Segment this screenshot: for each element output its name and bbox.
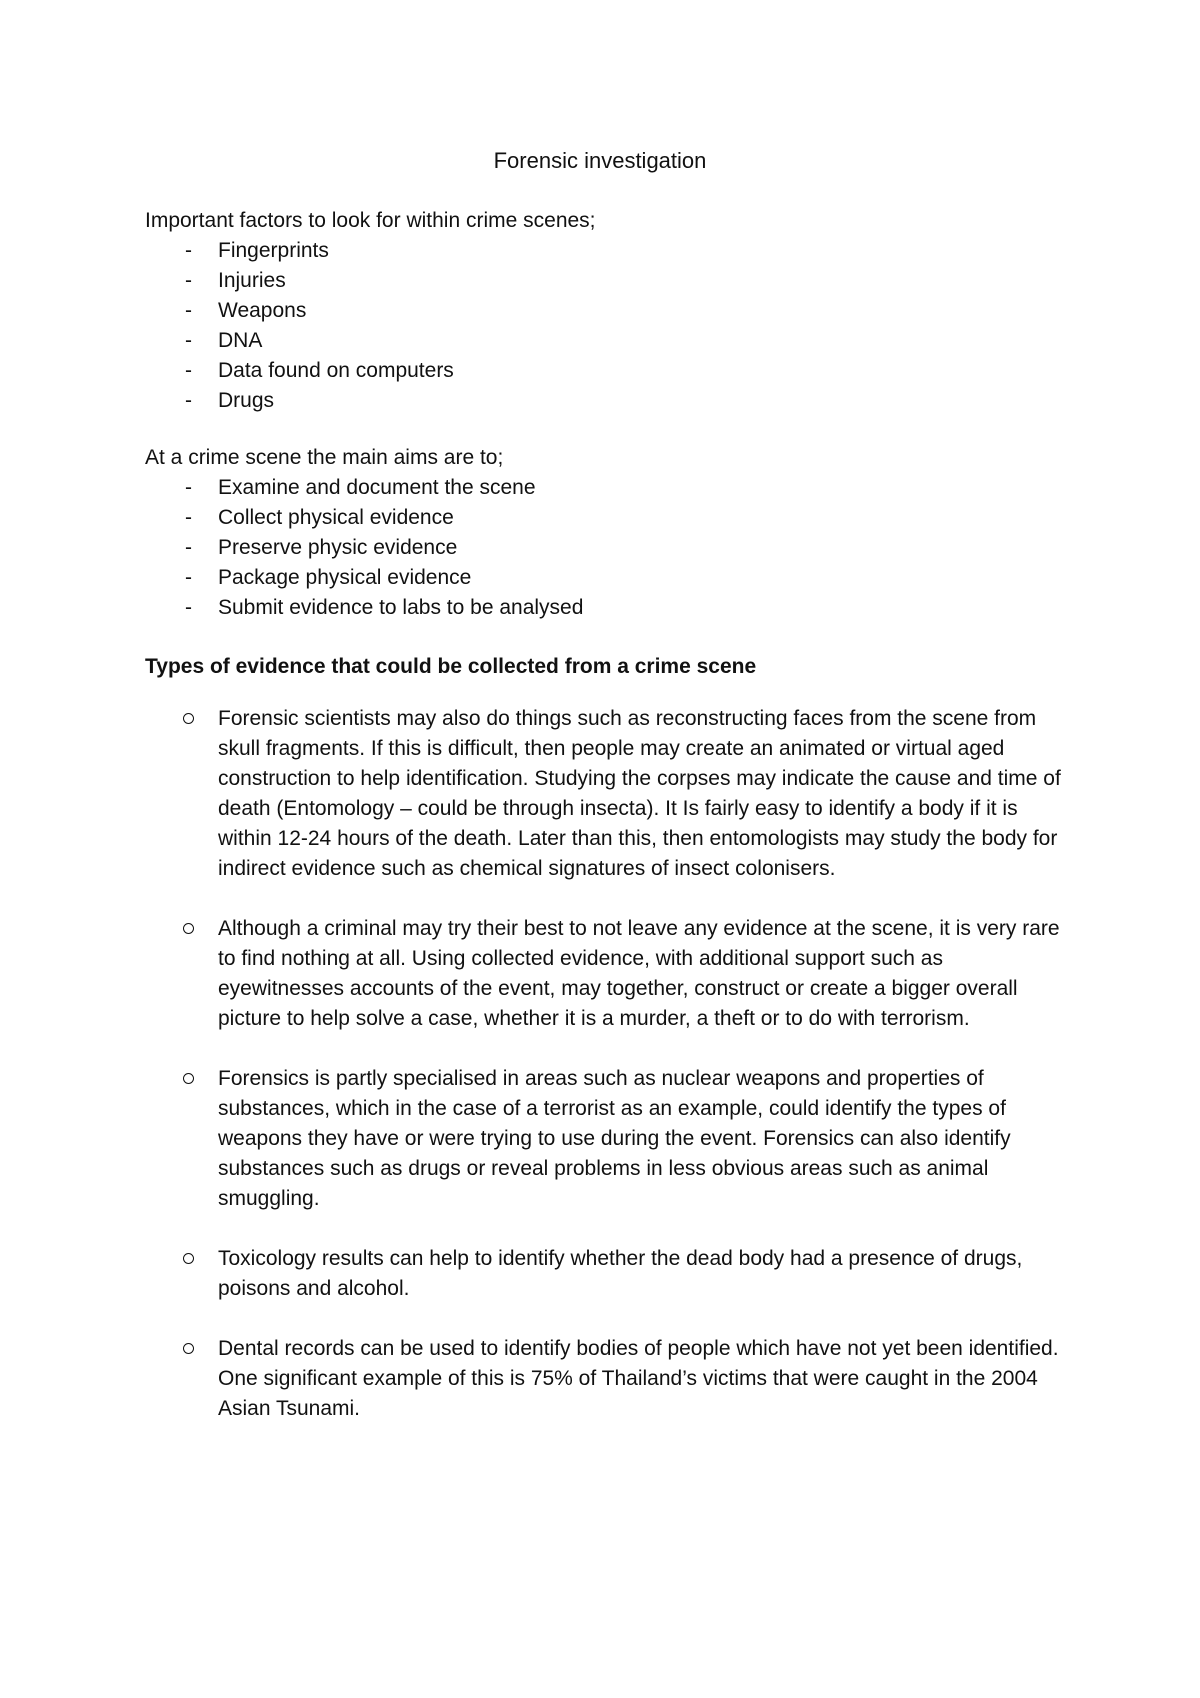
- paragraph-text: Forensic scientists may also do things such as reconstructing faces from the scene from skull fragments. If this is difficult, then people may create an animated or virtual aged construction to help identification. Studying the corpses may indicate the cause and time of death (Entomology – could be through insecta). It Is fairly easy to identify a body if it is within 12-24 hours of the death. Later than this, then entomologists may study the body for indirect evidence such as chemical signatures of insect colonisers.: [218, 707, 1061, 880]
- factors-section: [145, 206, 1075, 416]
- dash-bullet: -: [185, 359, 192, 382]
- list-item-text: Examine and document the scene: [218, 476, 536, 499]
- list-item: [183, 1334, 1073, 1424]
- factors-heading: Important factors to look for within crime scenes;: [145, 209, 596, 232]
- paragraph-text: Although a criminal may try their best to not leave any evidence at the scene, it is very rare to find nothing at all. Using collected evidence, with additional support such as eyewitnesses accounts of the event, may together, construct or create a bigger overall picture to help solve a case, whether it is a murder, a theft or to do with terrorism.: [218, 917, 1060, 1030]
- circle-bullet-icon: [183, 923, 194, 934]
- list-item: [183, 914, 1073, 1034]
- dash-bullet: -: [185, 536, 192, 559]
- list-item: [145, 473, 1075, 503]
- dash-bullet: -: [185, 269, 192, 292]
- document-title: Forensic investigation: [493, 148, 707, 173]
- factors-list: [145, 236, 1075, 416]
- dash-bullet: -: [185, 596, 192, 619]
- dash-bullet: -: [185, 566, 192, 589]
- dash-bullet: -: [185, 506, 192, 529]
- circle-bullet-icon: [183, 713, 194, 724]
- list-item: [145, 356, 1075, 386]
- list-item-text: Drugs: [218, 389, 275, 412]
- evidence-bullet-list: [183, 704, 1073, 1454]
- paragraph-text: Forensics is partly specialised in areas such as nuclear weapons and properties of substances, which in the case of a terrorist as an example, could identify the types of weapons they have or were trying to use during the event. Forensics can also identify substances such as drugs or reveal problems in less obvious areas such as animal smuggling.: [218, 1067, 1011, 1210]
- list-item: [145, 266, 1075, 296]
- list-item: [183, 1244, 1073, 1304]
- evidence-section: [145, 652, 1075, 682]
- list-item: [145, 593, 1075, 623]
- circle-bullet-icon: [183, 1343, 194, 1354]
- list-item-text: DNA: [218, 329, 263, 352]
- list-item: [183, 704, 1073, 884]
- dash-bullet: -: [185, 239, 192, 262]
- list-item-text: Data found on computers: [218, 359, 454, 382]
- list-item: [183, 1064, 1073, 1214]
- list-item-text: Collect physical evidence: [218, 506, 454, 529]
- list-item: [145, 326, 1075, 356]
- circle-bullet-icon: [183, 1073, 194, 1084]
- list-item: [145, 563, 1075, 593]
- aims-heading: At a crime scene the main aims are to;: [145, 446, 504, 469]
- dash-bullet: -: [185, 476, 192, 499]
- list-item-text: Weapons: [218, 299, 307, 322]
- list-item: [145, 386, 1075, 416]
- list-item-text: Fingerprints: [218, 239, 329, 262]
- dash-bullet: -: [185, 299, 192, 322]
- paragraph-text: Toxicology results can help to identify whether the dead body had a presence of drugs, poisons and alcohol.: [218, 1247, 1023, 1300]
- aims-section: [145, 443, 1075, 623]
- aims-list: [145, 473, 1075, 623]
- dash-bullet: -: [185, 389, 192, 412]
- list-item-text: Package physical evidence: [218, 566, 472, 589]
- list-item-text: Injuries: [218, 269, 286, 292]
- list-item: [145, 296, 1075, 326]
- evidence-heading: Types of evidence that could be collected from a crime scene: [145, 655, 757, 678]
- list-item-text: Preserve physic evidence: [218, 536, 458, 559]
- list-item: [145, 503, 1075, 533]
- list-item: [145, 236, 1075, 266]
- list-item: [145, 533, 1075, 563]
- dash-bullet: -: [185, 329, 192, 352]
- list-item-text: Submit evidence to labs to be analysed: [218, 596, 584, 619]
- circle-bullet-icon: [183, 1253, 194, 1264]
- paragraph-text: Dental records can be used to identify bodies of people which have not yet been identified. One significant example of this is 75% of Thailand’s victims that were caught in the 2004 Asian Tsunami.: [218, 1337, 1059, 1420]
